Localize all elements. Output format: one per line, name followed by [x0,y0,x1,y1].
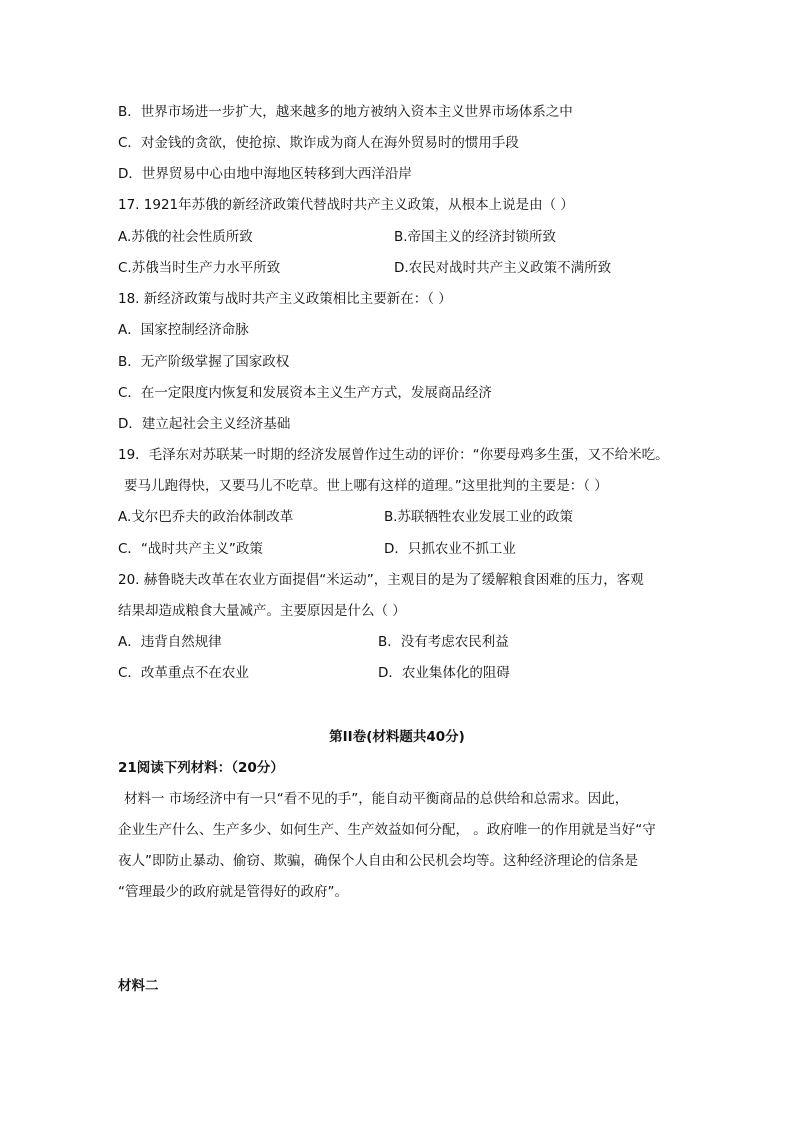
section-title: 第II卷(材料题共40分) [329,729,465,745]
q20-stem-line-2: 结果却造成粮食大量减产。主要原因是什么（ ） [118,603,406,619]
q20-option-a: A．违背自然规律 [118,634,222,650]
material1-line-1: 材料一 市场经济中有一只“看不见的手”，能自动平衡商品的总供给和总需求。因此， [124,791,629,807]
q17-option-b: B.帝国主义的经济封锁所致 [394,229,557,245]
q19-options-row-1 [118,507,698,527]
q18-stem: 18. 新经济政策与战时共产主义政策相比主要新在：（ ） [118,291,452,307]
q18-option-d: D．建立起社会主义经济基础 [118,416,291,432]
q18-option-b: B．无产阶级掌握了国家政权 [118,354,290,370]
q19-stem-line-2: 要马儿跑得快，又要马儿不吃草。世上哪有这样的道理。”这里批判的主要是：（ ） [124,478,608,494]
q17-option-a: A.苏俄的社会性质所致 [118,229,253,245]
q17-stem: 17. 1921年苏俄的新经济政策代替战时共产主义政策，从根本上说是由（ ） [118,197,574,213]
q19-option-d: D．只抓农业不抓工业 [384,541,516,557]
q17-option-c: C.苏俄当时生产力水平所致 [118,260,281,276]
q19-option-a: A.戈尔巴乔夫的政治体制改革 [118,509,294,525]
material2-heading: 材料二 [118,978,159,994]
q20-option-d: D．农业集体化的阻碍 [378,665,510,681]
q20-options-row-1 [118,632,698,652]
q19-option-c: C．“战时共产主义”政策 [118,541,263,557]
q17-options-row-2 [118,258,698,278]
q20-options-row-2 [118,663,698,683]
q21-stem: 21阅读下列材料：（20分） [118,760,284,776]
material1-line-4: “管理最少的政府就是管得好的政府”。 [118,884,348,900]
q20-stem-line-1: 20. 赫鲁晓夫改革在农业方面提倡“米运动”，主观目的是为了缓解粮食困难的压力，客观 [118,572,644,588]
material1-line-3: 夜人”即防止暴动、偷窃、欺骗，确保个人自由和公民机会均等。这种经济理论的信条是 [118,853,638,869]
q16-option-c: C．对金钱的贪欲，使抢掠、欺诈成为商人在海外贸易时的惯用手段 [118,135,519,151]
q18-option-c: C．在一定限度内恢复和发展资本主义生产方式，发展商品经济 [118,385,492,401]
q17-option-d: D.农民对战时共产主义政策不满所致 [394,260,612,276]
q19-options-row-2 [118,539,698,559]
q16-option-b: B．世界市场进一步扩大，越来越多的地方被纳入资本主义世界市场体系之中 [118,104,573,120]
material1-line-2: 企业生产什么、生产多少、如何生产、生产效益如何分配， 。政府唯一的作用就是当好“守 [118,822,656,838]
q18-option-a: A．国家控制经济命脉 [118,322,249,338]
q19-stem-line-1: 19．毛泽东对苏联某一时期的经济发展曾作过生动的评价：“你要母鸡多生蛋，又不给米吃。 [118,447,669,463]
q20-option-b: B．没有考虑农民利益 [378,634,509,650]
q17-options-row-1 [118,227,698,247]
q19-option-b: B.苏联牺牲农业发展工业的政策 [384,509,574,525]
q16-option-d: D．世界贸易中心由地中海地区转移到大西洋沿岸 [118,166,412,182]
q20-option-c: C．改革重点不在农业 [118,665,249,681]
